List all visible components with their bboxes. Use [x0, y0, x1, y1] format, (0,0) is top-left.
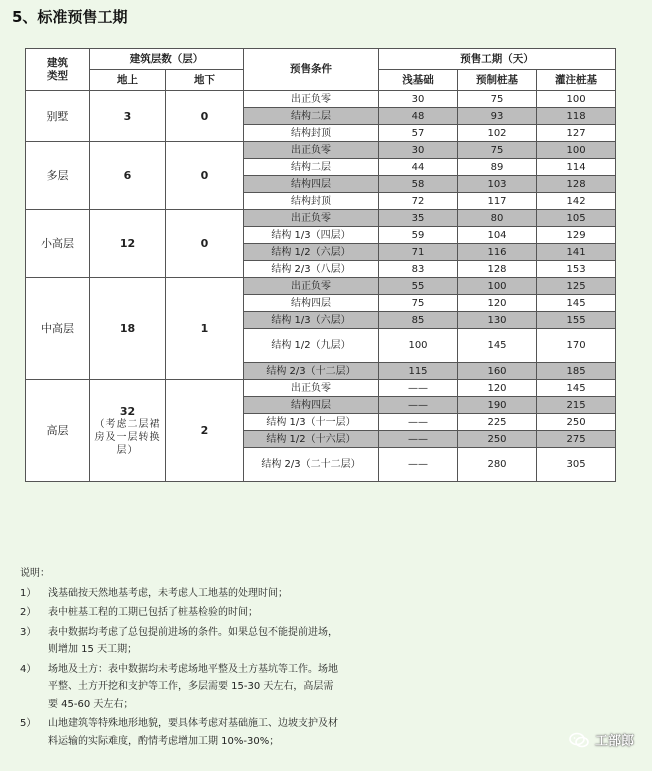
precast-cell: 75	[458, 91, 537, 108]
precast-cell: 93	[458, 108, 537, 125]
shallow-cell: 100	[379, 329, 458, 363]
condition-cell: 结构 2/3（八层）	[244, 261, 379, 278]
bored-cell: 170	[537, 329, 616, 363]
bored-cell: 141	[537, 244, 616, 261]
bored-cell: 127	[537, 125, 616, 142]
condition-cell: 结构 2/3（二十二层）	[244, 448, 379, 482]
note-index: 1）	[20, 587, 37, 599]
header-floors: 建筑层数（层）	[90, 49, 244, 70]
note-text: 表中桩基工程的工期已包括了桩基检验的时间；	[48, 607, 258, 618]
precast-cell: 103	[458, 176, 537, 193]
above-ground-cell: 6	[90, 142, 166, 210]
bored-cell: 275	[537, 431, 616, 448]
building-type-cell: 小高层	[26, 210, 90, 278]
condition-cell: 结构 2/3（十二层）	[244, 363, 379, 380]
condition-cell: 结构 1/3（十一层）	[244, 414, 379, 431]
above-ground-cell: 12	[90, 210, 166, 278]
shallow-cell: 75	[379, 295, 458, 312]
shallow-cell: ——	[379, 448, 458, 482]
precast-cell: 102	[458, 125, 537, 142]
watermark	[569, 730, 634, 749]
shallow-cell: 55	[379, 278, 458, 295]
notes-section	[20, 565, 340, 750]
note-index: 4）	[20, 663, 37, 675]
condition-cell: 结构 1/2（六层）	[244, 244, 379, 261]
shallow-cell: ——	[379, 414, 458, 431]
header-above-ground: 地上	[90, 70, 166, 91]
shallow-cell: 48	[379, 108, 458, 125]
condition-cell: 结构 1/2（十六层）	[244, 431, 379, 448]
precast-cell: 120	[458, 380, 537, 397]
bored-cell: 105	[537, 210, 616, 227]
precast-cell: 100	[458, 278, 537, 295]
condition-cell: 结构 1/3（四层）	[244, 227, 379, 244]
condition-cell: 结构四层	[244, 397, 379, 414]
precast-cell: 160	[458, 363, 537, 380]
shallow-cell: 44	[379, 159, 458, 176]
below-ground-cell: 2	[166, 380, 244, 482]
note-index: 3）	[20, 626, 37, 638]
condition-cell: 结构 1/2（九层）	[244, 329, 379, 363]
shallow-cell: ——	[379, 380, 458, 397]
shallow-cell: 72	[379, 193, 458, 210]
shallow-cell: ——	[379, 431, 458, 448]
shallow-cell: 30	[379, 142, 458, 159]
above-ground-cell	[90, 380, 166, 482]
above-ground-cell: 3	[90, 91, 166, 142]
bored-cell: 250	[537, 414, 616, 431]
note-item	[20, 715, 340, 750]
table-row	[26, 91, 616, 108]
condition-cell: 结构四层	[244, 295, 379, 312]
table-row	[26, 142, 616, 159]
bored-cell: 118	[537, 108, 616, 125]
building-type-cell: 高层	[26, 380, 90, 482]
condition-cell: 出正负零	[244, 278, 379, 295]
header-shallow-foundation: 浅基础	[379, 70, 458, 91]
bored-cell: 145	[537, 295, 616, 312]
precast-cell: 116	[458, 244, 537, 261]
note-item	[20, 585, 340, 603]
precast-cell: 104	[458, 227, 537, 244]
header-condition: 预售条件	[244, 49, 379, 91]
bored-cell: 142	[537, 193, 616, 210]
precast-cell: 130	[458, 312, 537, 329]
precast-cell: 280	[458, 448, 537, 482]
shallow-cell: 115	[379, 363, 458, 380]
condition-cell: 出正负零	[244, 91, 379, 108]
precast-cell: 80	[458, 210, 537, 227]
above-ground-note: （考虑二层裙房及一层转换层）	[94, 418, 161, 456]
bored-cell: 128	[537, 176, 616, 193]
shallow-cell: ——	[379, 397, 458, 414]
building-type-cell: 多层	[26, 142, 90, 210]
shallow-cell: 58	[379, 176, 458, 193]
precast-cell: 190	[458, 397, 537, 414]
bored-cell: 114	[537, 159, 616, 176]
note-index: 5）	[20, 718, 37, 729]
header-bored-pile: 灌注桩基	[537, 70, 616, 91]
note-text: 浅基础按天然地基考虑，未考虑人工地基的处理时间；	[48, 587, 288, 599]
watermark-text: 工部郎	[594, 734, 634, 749]
below-ground-cell: 0	[166, 210, 244, 278]
note-index: 2）	[20, 607, 37, 618]
building-type-cell: 中高层	[26, 278, 90, 380]
header-presale-period: 预售工期（天）	[379, 49, 616, 70]
below-ground-cell: 0	[166, 142, 244, 210]
header-building-type: 建筑 类型	[26, 49, 90, 91]
shallow-cell: 30	[379, 91, 458, 108]
condition-cell: 结构封顶	[244, 193, 379, 210]
table-row	[26, 210, 616, 227]
condition-cell: 结构封顶	[244, 125, 379, 142]
bored-cell: 125	[537, 278, 616, 295]
precast-cell: 120	[458, 295, 537, 312]
bored-cell: 129	[537, 227, 616, 244]
shallow-cell: 71	[379, 244, 458, 261]
condition-cell: 结构 1/3（六层）	[244, 312, 379, 329]
note-text: 山地建筑等特殊地形地貌，要具体考虑对基础施工、边坡支护及材料运输的实际难度，酌情考虑增加工期 10%-30%；	[48, 718, 338, 747]
precast-cell: 117	[458, 193, 537, 210]
bored-cell: 155	[537, 312, 616, 329]
table-row	[26, 380, 616, 397]
below-ground-cell: 0	[166, 91, 244, 142]
precast-cell: 250	[458, 431, 537, 448]
condition-cell: 结构二层	[244, 159, 379, 176]
condition-cell: 出正负零	[244, 210, 379, 227]
presale-period-table	[25, 48, 616, 482]
condition-cell: 结构二层	[244, 108, 379, 125]
wechat-icon	[569, 732, 589, 748]
shallow-cell: 83	[379, 261, 458, 278]
condition-cell: 出正负零	[244, 380, 379, 397]
bored-cell: 153	[537, 261, 616, 278]
bored-cell: 100	[537, 91, 616, 108]
precast-cell: 75	[458, 142, 537, 159]
notes-title: 说明：	[20, 568, 50, 579]
note-item	[20, 604, 340, 622]
note-item	[20, 624, 340, 659]
note-item	[20, 661, 340, 714]
bored-cell: 100	[537, 142, 616, 159]
below-ground-cell: 1	[166, 278, 244, 380]
precast-cell: 89	[458, 159, 537, 176]
bored-cell: 215	[537, 397, 616, 414]
shallow-cell: 35	[379, 210, 458, 227]
condition-cell: 结构四层	[244, 176, 379, 193]
condition-cell: 出正负零	[244, 142, 379, 159]
bored-cell: 305	[537, 448, 616, 482]
precast-cell: 145	[458, 329, 537, 363]
header-below-ground: 地下	[166, 70, 244, 91]
bored-cell: 145	[537, 380, 616, 397]
shallow-cell: 85	[379, 312, 458, 329]
shallow-cell: 57	[379, 125, 458, 142]
above-ground-cell: 18	[90, 278, 166, 380]
note-text: 表中数据均考虑了总包提前进场的条件。如果总包不能提前进场，则增加 15 天工期；	[48, 626, 338, 655]
header-precast-pile: 预制桩基	[458, 70, 537, 91]
bored-cell: 185	[537, 363, 616, 380]
table-row	[26, 278, 616, 295]
precast-cell: 128	[458, 261, 537, 278]
above-ground-value: 32	[119, 404, 136, 418]
shallow-cell: 59	[379, 227, 458, 244]
note-text: 场地及土方：表中数据均未考虑场地平整及土方基坑等工作。场地平整、土方开挖和支护等工作，多层需要 15-30 天左右，高层需要 45-60 天左右；	[48, 663, 338, 710]
precast-cell: 225	[458, 414, 537, 431]
section-heading: 5、标准预售工期	[12, 8, 128, 26]
building-type-cell: 别墅	[26, 91, 90, 142]
